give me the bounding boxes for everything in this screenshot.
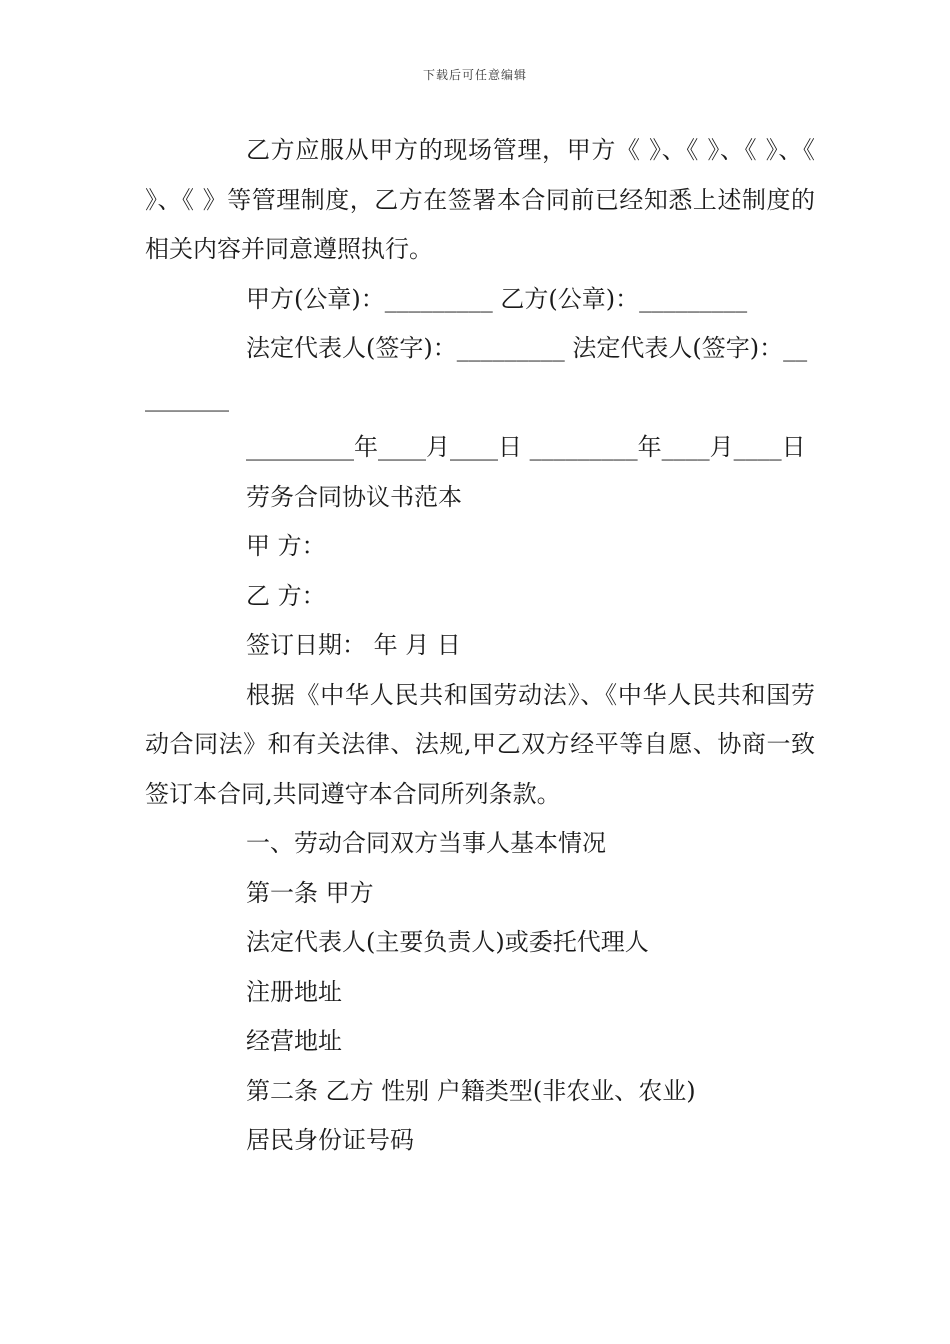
document-body bbox=[145, 126, 815, 1166]
legal-representative-line: 法定代表人(主要负责人)或委托代理人 bbox=[246, 928, 649, 956]
party-a-line: 甲 方： bbox=[246, 532, 326, 560]
header-note: 下载后可任意编辑 bbox=[422, 68, 527, 82]
business-address-line: 经营地址 bbox=[246, 1027, 342, 1055]
paragraph-dates: _________年____月____日 _________年____月____日 bbox=[246, 433, 806, 461]
paragraph-management-rules: 乙方应服从甲方的现场管理，甲方《 》、《 》、《 》、《 》、《 》等管理制度，乙方在签署本合同前已经知悉上述制度的相关内容并同意遵照执行。 bbox=[145, 136, 815, 263]
section-title: 劳务合同协议书范本 bbox=[246, 482, 462, 511]
article-one: 第一条 甲方 bbox=[246, 878, 374, 907]
article-two: 第二条 乙方 性别 户籍类型(非农业、农业) bbox=[246, 1076, 696, 1105]
paragraph-legal-basis: 根据《中华人民共和国劳动法》、《中华人民共和国劳动合同法》和有关法律、法规,甲乙双方经平等自愿、协商一致签订本合同,共同遵守本合同所列条款。 bbox=[145, 680, 815, 808]
paragraph-seals: 甲方(公章)：_________ 乙方(公章)：_________ bbox=[246, 284, 748, 313]
paragraph-legal-representatives: 法定代表人(签字)：_________ 法定代表人(签字)：_________ bbox=[145, 334, 808, 412]
party-b-line: 乙 方： bbox=[246, 581, 326, 610]
signing-date-line: 签订日期： 年 月 日 bbox=[246, 631, 461, 659]
id-number-line: 居民身份证号码 bbox=[246, 1126, 414, 1154]
registered-address-line: 注册地址 bbox=[246, 977, 342, 1006]
chapter-heading: 一、劳动合同双方当事人基本情况 bbox=[246, 829, 606, 857]
